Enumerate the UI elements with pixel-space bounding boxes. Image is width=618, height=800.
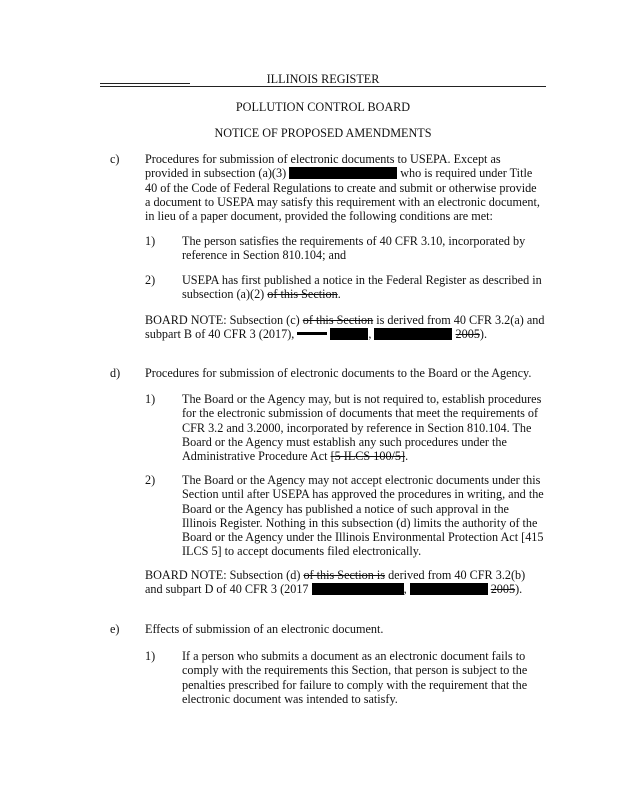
subsection-d-label: d) <box>110 366 121 380</box>
notice-title: NOTICE OF PROPOSED AMENDMENTS <box>214 126 432 140</box>
c-board-note: BOARD NOTE: Subsection (c) of this Section is derived from 40 CFR 3.2(a) and subpart B of 40 CFR 3 (2017), , 2005). <box>145 313 545 342</box>
subsection-c-text: Procedures for submission of electronic documents to USEPA. Except as provided in subsection (a)(3) who is required under Title 40 of the Code of Federal Regulations to create and submit or otherwise provide a document to USEPA may satisfy this requirement with an electronic document, in lieu of a paper document, provided the following conditions are met: <box>145 152 540 224</box>
subsection-c-label: c) <box>110 152 120 166</box>
c-item1-label: 1) <box>145 234 156 248</box>
d-item1-text: The Board or the Agency may, but is not required to, establish procedures for the electronic submission of documents that meet the requirements of CFR 3.2 and 3.2000, incorporated by reference in Section 810.104. The Board or the Agency must establish any such procedures under the Administrative Procedure Act [5 ILCS 100/5]. <box>182 392 542 464</box>
c-item1-text: The person satisfies the requirements of 40 CFR 3.10, incorporated by reference in Section 810.104; and <box>182 234 526 263</box>
c-item2-text: USEPA has first published a notice in the Federal Register as described in subsection (a)(2) of this Section. <box>182 273 542 302</box>
d-item2-text: The Board or the Agency may not accept electronic documents under this Section until after USEPA has approved the procedures in writing, and the Board or the Agency has published a notice of such approval in the Illinois Register. Nothing in this subsection (d) limits the authority of the Board or the Agency under the Illinois Environmental Protection Act [415 ILCS 5] to accept documents filed electronically. <box>182 473 544 559</box>
d-board-note: BOARD NOTE: Subsection (d) of this Section is derived from 40 CFR 3.2(b) and subpart D of 40 CFR 3 (2017 , 2005). <box>145 568 526 597</box>
subsection-d-text: Procedures for submission of electronic documents to the Board or the Agency. <box>145 366 532 380</box>
redaction <box>312 583 404 595</box>
subsection-e-label: e) <box>110 622 120 636</box>
redaction <box>374 328 452 340</box>
c-item2-label: 2) <box>145 273 156 287</box>
register-title: ILLINOIS REGISTER <box>266 72 380 86</box>
subsection-e-text: Effects of submission of an electronic document. <box>145 622 384 636</box>
d-item2-label: 2) <box>145 473 156 487</box>
redaction <box>330 328 368 340</box>
e-item1-label: 1) <box>145 649 156 663</box>
e-item1-text: If a person who submits a document as an electronic document fails to comply with the requirements this Section, that person is subject to the penalties prescribed for failure to comply with the requirement that the electronic document was intended to satisfy. <box>182 649 528 706</box>
board-title: POLLUTION CONTROL BOARD <box>235 100 411 114</box>
redaction <box>297 332 327 335</box>
redaction <box>410 583 488 595</box>
redaction <box>289 167 397 179</box>
d-item1-label: 1) <box>145 392 156 406</box>
